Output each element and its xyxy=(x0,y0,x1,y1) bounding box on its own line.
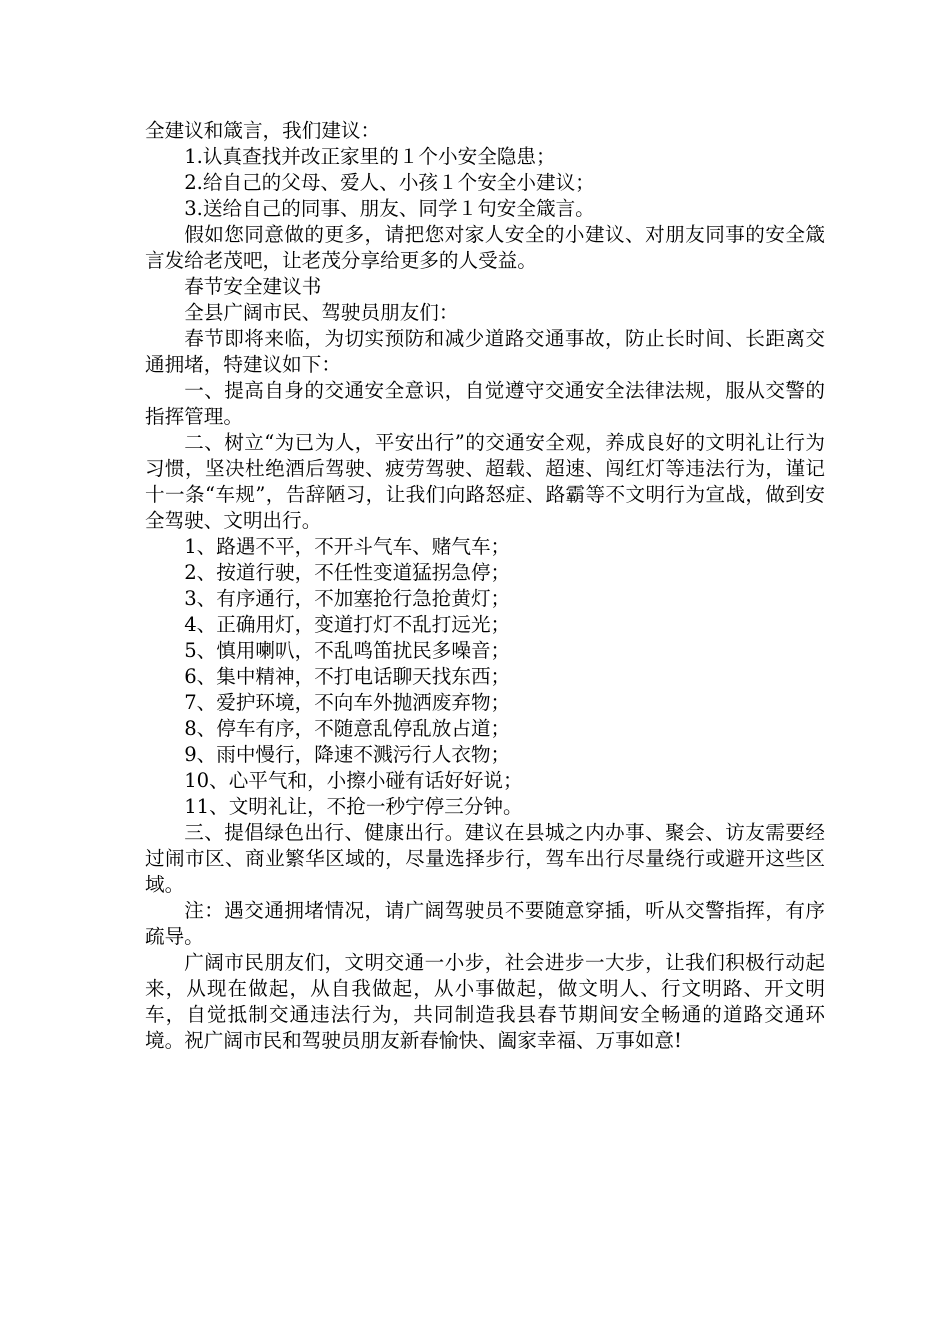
suggestion-item: 1.认真查找并改正家里的１个小安全隐患； xyxy=(184,145,556,168)
document-paragraph: 一、提高自身的交通安全意识，自觉遵守交通安全法律法规，服从交警的指挥管理。 xyxy=(145,379,825,428)
closing-paragraph: 广阔市民朋友们，文明交通一小步，社会进步一大步，让我们积极行动起来，从现在做起，从自我做起，从小事做起，做文明人、行文明路、开文明车，自觉抵制交通违法行为，共同制造我县春节期间安全畅通的道路交通环境。祝广阔市民和驾驶员朋友新春愉快、阖家幸福、万事如意! xyxy=(145,951,825,1052)
rule-item: 10、心平气和，小擦小碰有话好好说； xyxy=(184,769,523,792)
rule-item: 11、文明礼让，不抢一秒宁停三分钟。 xyxy=(184,795,523,818)
suggestion-item: 3.送给自己的同事、朋友、同学１句安全箴言。 xyxy=(184,197,595,220)
document-paragraph: 全建议和箴言，我们建议： xyxy=(145,119,381,142)
rule-item: 6、集中精神，不打电话聊天找东西； xyxy=(184,665,511,688)
document-page xyxy=(145,118,825,1054)
section-title: 春节安全建议书 xyxy=(184,275,322,298)
rule-item: 1、路遇不平，不开斗气车、赌气车； xyxy=(184,535,511,558)
salutation: 全县广阔市民、驾驶员朋友们： xyxy=(184,301,459,324)
rule-item: 7、爱护环境，不向车外抛洒废弃物； xyxy=(184,691,511,714)
document-paragraph: 春节即将来临，为切实预防和减少道路交通事故，防止长时间、长距离交通拥堵，特建议如下： xyxy=(145,327,825,376)
document-paragraph: 假如您同意做的更多，请把您对家人安全的小建议、对朋友同事的安全箴言发给老茂吧，让老茂分享给更多的人受益。 xyxy=(145,223,825,272)
rule-item: 2、按道行驶，不任性变道猛拐急停； xyxy=(184,561,511,584)
suggestion-item: 2.给自己的父母、爱人、小孩１个安全小建议； xyxy=(184,171,595,194)
rule-item: 4、正确用灯，变道打灯不乱打远光； xyxy=(184,613,511,636)
rule-item: 5、慎用喇叭，不乱鸣笛扰民多噪音； xyxy=(184,639,511,662)
rule-item: 8、停车有序，不随意乱停乱放占道； xyxy=(184,717,511,740)
rule-item: 9、雨中慢行，降速不溅污行人衣物； xyxy=(184,743,511,766)
note-paragraph: 注：遇交通拥堵情况，请广阔驾驶员不要随意穿插，听从交警指挥，有序疏导。 xyxy=(145,899,825,948)
document-paragraph: 三、提倡绿色出行、健康出行。建议在县城之内办事、聚会、访友需要经过闹市区、商业繁华区域的，尽量选择步行，驾车出行尽量绕行或避开这些区域。 xyxy=(145,821,825,896)
rule-item: 3、有序通行，不加塞抢行急抢黄灯； xyxy=(184,587,511,610)
document-paragraph: 二、树立“为已为人，平安出行”的交通安全观，养成良好的文明礼让行为习惯，坚决杜绝酒后驾驶、疲劳驾驶、超载、超速、闯红灯等违法行为，谨记十一条“车规”，告辞陋习，让我们向路怒症、路霸等不文明行为宣战，做到安全驾驶、文明出行。 xyxy=(145,431,825,532)
